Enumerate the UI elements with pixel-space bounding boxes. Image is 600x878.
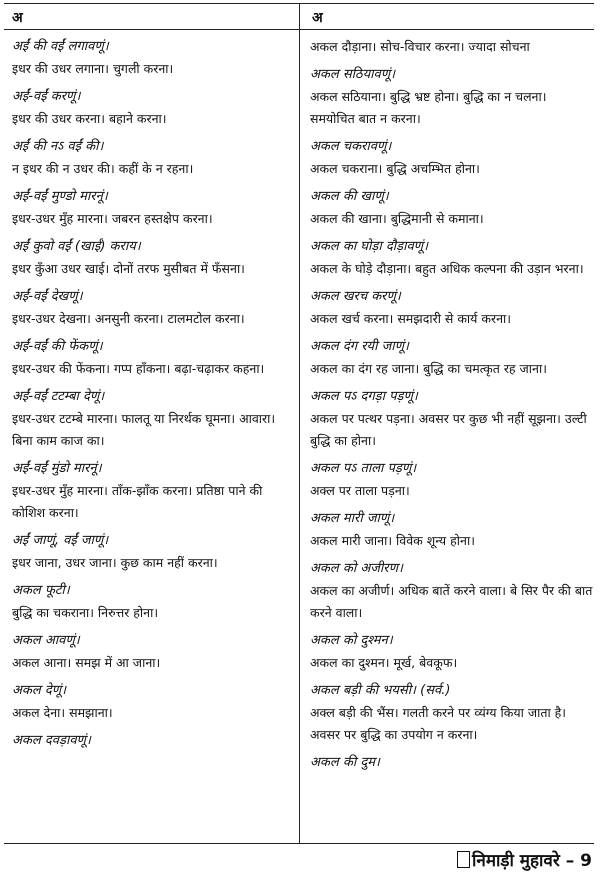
idiom-phrase: अईं-वईं मुंडो मारनूं। bbox=[12, 461, 102, 476]
idiom-meaning: अकल का दुश्मन। मूर्ख, बेवकूफ। bbox=[310, 655, 458, 670]
idiom-meaning: इधर की उधर करना। बहाने करना। bbox=[12, 111, 167, 126]
idiom-meaning: अकल का अजीर्ण। अधिक बातें करने वाला। बे सिर पैर की बात करने वाला। bbox=[310, 583, 593, 620]
idiom-entry bbox=[310, 630, 594, 674]
idiom-entry bbox=[12, 286, 292, 330]
idiom-meaning: बुद्धि का चकराना। निरुत्तर होना। bbox=[12, 605, 159, 620]
idiom-entry bbox=[12, 336, 292, 380]
idiom-entry-continued bbox=[310, 36, 594, 58]
idiom-phrase: अईं जाणूं, वईं जाणूं। bbox=[12, 533, 109, 548]
idiom-entry bbox=[310, 680, 594, 746]
idiom-meaning: इधर-उधर टटम्बे मारना। फालतू या निरर्थक घूमना। आवारा। बिना काम काज का। bbox=[12, 411, 276, 448]
idiom-meaning: अकल के घोड़े दौड़ाना। बहुत अधिक कल्पना की उड़ान भरना। bbox=[310, 261, 584, 276]
idiom-entry bbox=[12, 630, 292, 674]
left-column-heading: अ bbox=[12, 10, 23, 26]
idiom-phrase: अईं कुवो वईं (खाई) कराय। bbox=[12, 239, 141, 254]
idiom-entry bbox=[310, 558, 594, 624]
idiom-phrase: अकल चकरावणूं। bbox=[310, 139, 392, 154]
idiom-phrase: अईं-वईं करणूं। bbox=[12, 89, 81, 104]
idiom-meaning: इधर जाना, उधर जाना। कुछ काम नहीं करना। bbox=[12, 555, 218, 570]
idiom-meaning: न इधर की न उधर की। कहीं के न रहना। bbox=[12, 161, 194, 176]
footer-separator: – bbox=[565, 851, 575, 871]
idiom-entry bbox=[310, 136, 594, 180]
idiom-entry bbox=[12, 236, 292, 280]
idiom-meaning: अकल का दंग रह जाना। बुद्धि का चमत्कृत रह जाना। bbox=[310, 361, 547, 376]
idiom-phrase: अकल सठियावणूं। bbox=[310, 67, 396, 82]
idiom-phrase: अकल आवणूं। bbox=[12, 633, 80, 648]
idiom-phrase: अईं-वईं देखणूं। bbox=[12, 289, 83, 304]
idiom-phrase: अकल बड़ी की भयसी। (सर्व.) bbox=[310, 683, 451, 698]
idiom-meaning: अक्ल बड़ी की भैंस। गलती करने पर व्यंग्य किया जाता है। अवसर पर बुद्धि का उपयोग न करना। bbox=[310, 705, 567, 742]
idiom-phrase: अकल खरच करणूं। bbox=[310, 289, 401, 304]
idiom-phrase: अईं-वईं टटम्बा देणूं। bbox=[12, 389, 105, 404]
idiom-meaning: इधर-उधर मुँह मारना। जबरन हस्तक्षेप करना। bbox=[12, 211, 213, 226]
idiom-meaning: अक्ल पर ताला पड़ना। bbox=[310, 483, 410, 498]
idiom-entry bbox=[310, 336, 594, 380]
idiom-phrase: अईं-वईं की फेंकणूं। bbox=[12, 339, 103, 354]
idiom-entry bbox=[12, 680, 292, 724]
idiom-meaning: अकल मारी जाना। विवेक शून्य होना। bbox=[310, 533, 475, 548]
idiom-entry bbox=[12, 730, 292, 752]
idiom-meaning: अकल दौड़ाना। सोच-विचार करना। ज्यादा सोचना bbox=[310, 39, 530, 54]
idiom-phrase: अकल का घोड़ा दौड़ावणूं। bbox=[310, 239, 428, 254]
idiom-phrase: अकल मारी जाणूं। bbox=[310, 511, 395, 526]
idiom-meaning: अकल चकराना। बुद्धि अचम्भित होना। bbox=[310, 161, 480, 176]
left-column bbox=[12, 36, 292, 758]
idiom-phrase: अकल दंग रयी जाणूं। bbox=[310, 339, 409, 354]
idiom-meaning: अकल की खाना। बुद्धिमानी से कमाना। bbox=[310, 211, 484, 226]
idiom-meaning: अकल आना। समझ में आ जाना। bbox=[12, 655, 161, 670]
idiom-phrase: अकल को दुश्मन। bbox=[310, 633, 393, 648]
idiom-meaning: इधर कुँआ उधर खाई। दोनों तरफ मुसीबत में फँसना। bbox=[12, 261, 245, 276]
idiom-phrase: अईं की वईं लगावणूं। bbox=[12, 39, 109, 54]
idiom-phrase: अकल की खाणूं। bbox=[310, 189, 389, 204]
idiom-phrase: अकल पऽ दगड़ा पड़णूं। bbox=[310, 389, 418, 404]
idiom-entry bbox=[12, 458, 292, 524]
idiom-meaning: अकल खर्च करना। समझदारी से कार्य करना। bbox=[310, 311, 512, 326]
book-title: निमाड़ी मुहावरे bbox=[471, 851, 560, 871]
idiom-meaning: इधर-उधर की फेंकना। गप्प हाँकना। बढ़ा-चढ़ाकर कहना। bbox=[12, 361, 265, 376]
idiom-entry bbox=[310, 236, 594, 280]
idiom-entry bbox=[310, 458, 594, 502]
idiom-phrase: अईं-वईं मुण्डो मारनूं। bbox=[12, 189, 108, 204]
idiom-meaning: अकल सठियाना। बुद्धि भ्रष्ट होना। बुद्धि का न चलना। समयोचित बात न करना। bbox=[310, 89, 547, 126]
idiom-entry bbox=[12, 580, 292, 624]
page-number: 9 bbox=[580, 851, 592, 871]
idiom-phrase: अईं की नऽ वईं की। bbox=[12, 139, 104, 154]
page-footer bbox=[457, 848, 592, 871]
idiom-entry bbox=[310, 508, 594, 552]
bottom-rule bbox=[4, 843, 594, 844]
idiom-meaning: अकल देना। समझाना। bbox=[12, 705, 113, 720]
idiom-phrase: अकल दवड़ावणूं। bbox=[12, 733, 91, 748]
idiom-meaning: इधर-उधर देखना। अनसुनी करना। टालमटोल करना। bbox=[12, 311, 245, 326]
idiom-phrase: अकल की दुम। bbox=[310, 755, 380, 770]
right-column bbox=[310, 36, 594, 780]
idiom-entry bbox=[310, 286, 594, 330]
footer-box-glyph bbox=[457, 851, 470, 868]
idiom-entry bbox=[310, 64, 594, 130]
idiom-entry bbox=[310, 186, 594, 230]
idiom-entry bbox=[12, 136, 292, 180]
idiom-phrase: अकल को अजीरण। bbox=[310, 561, 403, 576]
idiom-entry bbox=[12, 186, 292, 230]
idiom-entry bbox=[310, 752, 594, 774]
idiom-entry bbox=[12, 386, 292, 452]
right-column-heading: अ bbox=[312, 10, 323, 26]
column-divider bbox=[299, 3, 300, 843]
idiom-phrase: अकल फूटी। bbox=[12, 583, 70, 598]
idiom-phrase: अकल देणूं। bbox=[12, 683, 67, 698]
idiom-meaning: अकल पर पत्थर पड़ना। अवसर पर कुछ भी नहीं सूझना। उल्टी बुद्धि का होना। bbox=[310, 411, 587, 448]
idiom-entry bbox=[12, 530, 292, 574]
idiom-entry bbox=[12, 36, 292, 80]
idiom-meaning: इधर-उधर मुँह मारना। ताँक-झाँक करना। प्रतिष्ठा पाने की कोशिश करना। bbox=[12, 483, 263, 520]
idiom-entry bbox=[12, 86, 292, 130]
idiom-entry bbox=[310, 386, 594, 452]
idiom-meaning: इधर की उधर लगाना। चुगली करना। bbox=[12, 61, 174, 76]
idiom-phrase: अकल पऽ ताला पड़णूं। bbox=[310, 461, 417, 476]
